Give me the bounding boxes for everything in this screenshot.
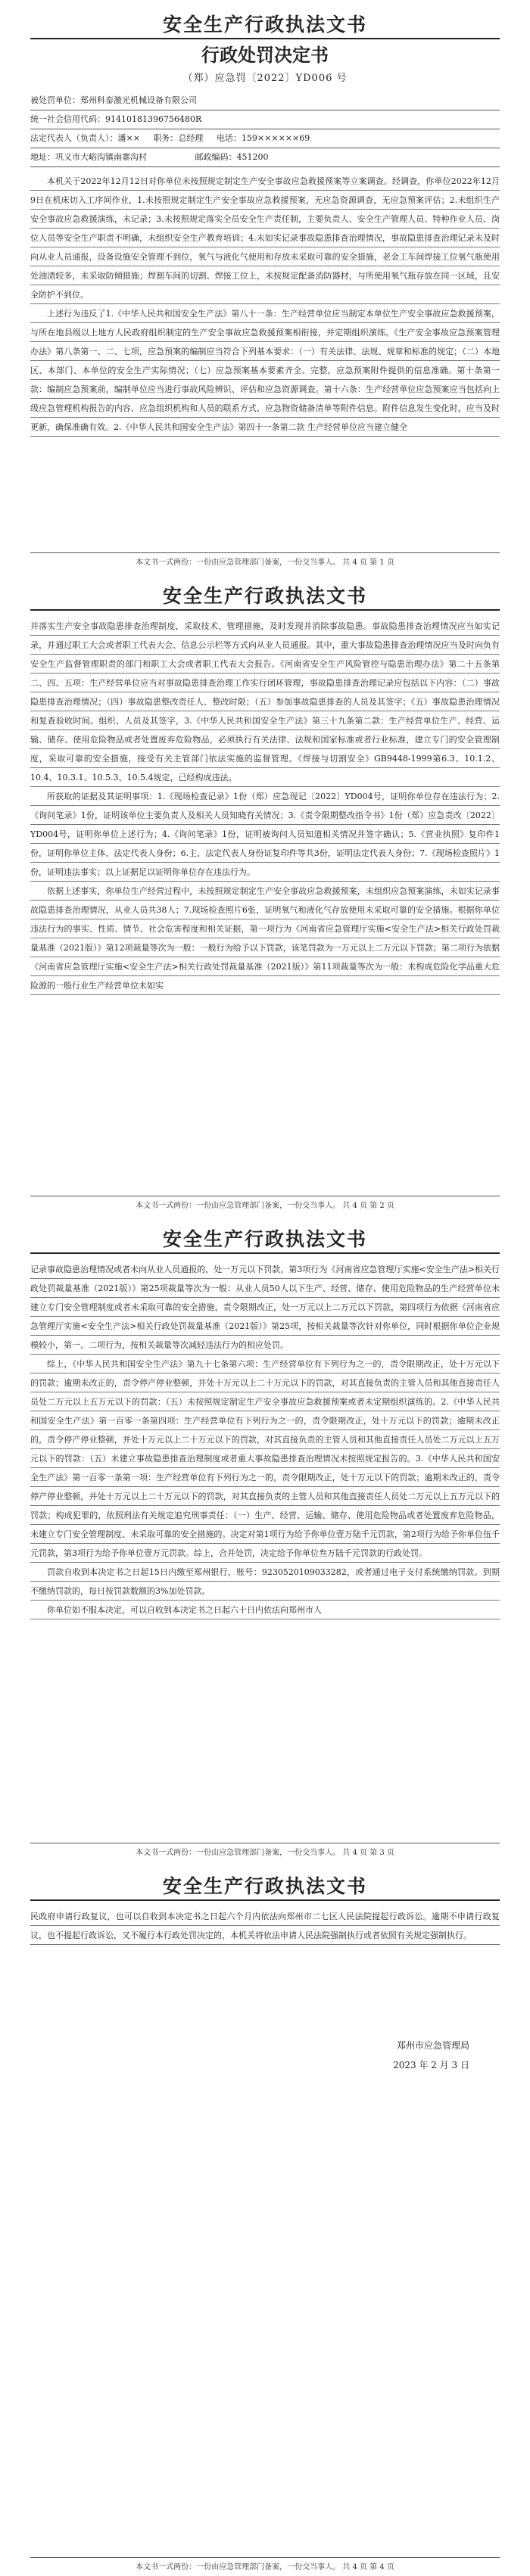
document-number: （郑）应急罚〔2022〕YD006 号 (182, 73, 348, 84)
page-footer: 本文书一式两份：一份由应急管理部门备案，一份交当事人。 共 4 页 第 1 页 (30, 552, 500, 567)
paragraph: 民政府申请行政复议，也可以自收到本决定书之日起六个月内依法向郑州市二七区人民法院提起行政诉讼。逾期不申请行政复议，也不提起行政诉讼，又不履行本行政处罚决定的，本机关将依法申请人民法院强制执行或者依照有关规定强制执行。 (30, 1907, 500, 1945)
paragraph: 上述行为违反了1.《中华人民共和国安全生产法》第八十一条：生产经营单位应当制定本单位生产安全事故应急救援预案，与所在地县级以上地方人民政府组织制定的生产安全事故应急救援预案相衔接，并定期组织演练。《生产安全事故应急预案管理办法》第八条第一、二、七项，应急预案的编制应当符合下列基本要求：（一）有关法律、法规、规章和标准的规定；（二）本地区、本部门、本单位的安全生产实际情况；（七）应急预案基本要素齐全、完整，应急预案附件提供的信息准确。第十条第一款：编制应急预案前，编制单位应当进行事故风险辨识、评估和应急资源调查。第十六条：生产经营单位应急预案应当包括向上级应急管理机构报告的内容、应急组织机构和人员的联系方式、应急物资储备清单等附件信息。附件信息发生变化时，应当及时更新，确保准确有效。2.《中华人民共和国安全生产法》第四十一条第二款 生产经营单位应当建立健全 (30, 304, 500, 437)
paragraph: 你单位如不服本决定，可以自收到本决定书之日起六十日内依法向郑州市人 (30, 1601, 500, 1619)
phone: 159××××××69 (241, 133, 310, 143)
document-gov-title: 安全生产行政执法文书 (30, 585, 500, 611)
paragraph: 综上，《中华人民共和国安全生产法》第九十七条第六项：生产经营单位有下列行为之一的，责令限期改正，处十万元以下的罚款；逾期未改正的，责令停产停业整顿，并处十万元以上二十万元以下的罚款，对其直接负责的主管人员和其他直接责任人员处二万元以上五万元以下的罚款：（五）未按照规定制定生产安全事故应急救援预案或者未定期组织演练的。2.《中华人民共和国安全生产法》第一百零一条第四项：生产经营单位有下列行为之一的，责令限期改正，处十万元以下的罚款；逾期未改正的，责令停产停业整顿，并处十万元以上二十万元以下的罚款，对其直接负责的主管人员和其他直接责任人员处二万元以上五万元以下的罚款：（五）未建立事故隐患排查治理制度或者重大事故隐患排查治理情况未按照规定报告的。3.《中华人民共和国安全生产法》第一百零一条第一项：生产经营单位有下列行为之一的，责令限期改正，处十万元以下的罚款；逾期未改正的，责令停产停业整顿，并处十万元以上二十万元以下的罚款，对其直接负责的主管人员和其他直接责任人员处二万元以上五万元以下的罚款；构成犯罪的，依照刑法有关规定追究刑事责任：（一）生产、经营、运输、储存、使用危险物品或者处置废弃危险物品，未建立专门安全管理制度、未采取可靠的安全措施的。决定对第1项行为给予你单位壹万陆千元罚款，第2项行为给予你单位伍千元罚款，第3项行为给予你单位壹万元罚款。综上，合并处罚，决定给予你单位叁万陆千元罚款的行政处罚。 (30, 1355, 500, 1563)
credit-code-label: 统一社会信用代码： (30, 114, 105, 124)
legal-rep-label: 法定代表人（负责人）： (30, 133, 118, 143)
issuing-organization: 郑州市应急管理局 (396, 2040, 469, 2051)
legal-rep-row (30, 129, 500, 148)
paragraph: 记录事故隐患治理情况或者未向从业人员通报的，处一万元以下罚款，第3项行为《河南省应急管理厅实施<安全生产法>相关行政处罚裁量基准（2021版）》第25项裁量等次为一般：从业人员50人以下生产、经营、储存、使用危险物品的生产经营单位未建立专门安全管理制度或者未采取可靠的安全措施，责令限期改正，处一万元以上二万元以下罚款，第四项行为依据《河南省应急管理厅实施<安全生产法>相关行政处罚裁量基准（2021版）》第25项，按相关裁量等次针对你单位，同时根据你单位企业规模较小，第一、二项行为，按相关裁量等次减轻违法行为的相应处罚。 (30, 1260, 500, 1355)
credit-code-row (30, 110, 500, 129)
signature-block (30, 2036, 500, 2075)
document-page-3 (30, 1215, 500, 1862)
document-page-4 (30, 1862, 500, 2576)
paragraph: 并落实生产安全事故隐患排查治理制度，采取技术、管理措施，及时发现并消除事故隐患。事故隐患排查治理情况应当如实记录，并通过职工大会或者职工代表大会、信息公示栏等方式向从业人员通报。其中，重大事故隐患排查治理情况应当及时向负有安全生产监督管理职责的部门和职工大会或者职工代表大会报告。《河南省安全生产风险管控与隐患治理办法》第二十五条第二、四、五项：生产经营单位应当对事故隐患排查治理工作实行闭环管理，事故隐患排查治理记录应包括以下内容：（二）事故隐患排查治理情况；（四）事故隐患整改责任人、整改时限；（五）参加事故隐患排查的人员及其签字；《五）事故隐患治理情况和复查验收时间。组织、人员及其签字，3.《中华人民共和国安全生产法》第三十九条第二款：生产经营单位生产、经营、运输、储存、使用危险物品或者处置废弃危险物品，必须执行有关法律、法规和国家标准或者行业标准，建立专门的安全管理制度，采取可靠的安全措施，接受有关主管部门依法实施的监督管理。《焊接与切割安全》GB9448-1999第6.3、10.1.2、10.4、10.3.1、10.5.3、10.5.4规定，已经构成违法。 (30, 617, 500, 787)
document-gov-title: 安全生产行政执法文书 (30, 1875, 500, 1901)
postcode: 451200 (236, 152, 269, 162)
phone-label: 电话： (216, 133, 242, 143)
document-title: 行政处罚决定书 (201, 45, 329, 66)
paragraph: 罚款自收到本决定书之日起15日内缴至郑州银行，账号：9230520109033282，或者通过电子支付系统缴纳罚款。到期不缴纳罚款的，每日按罚款数额的3%加处罚款。 (30, 1563, 500, 1601)
address-row (30, 148, 500, 167)
party-name: 郑州科泰激光机械设备有限公司 (80, 95, 197, 105)
address: 巩义市大峪沟镇南寨沟村 (55, 152, 147, 162)
document-page-1 (30, 0, 500, 571)
credit-code: 91410181396756480R (105, 114, 202, 124)
page-footer: 本文书一式两份：一份由应急管理部门备案，一份交当事人。 共 4 页 第 2 页 (30, 1196, 500, 1210)
document-gov-title: 安全生产行政执法文书 (30, 14, 500, 39)
paragraph: 所获取的证据及其证明事项：1.《现场检查记录》1份（郑）应急现记〔2022〕YD004号，证明你单位存在违法行为；2.《询问笔录》1份，证明该单位主要负责人及相关人员知晓有关情况；3.《责令限期整改指令书》1份（郑）应急责改〔2022〕YD004号，证明你单位上述行为；4.《询问笔录》1份，证明被询问人员知道相关情况并签字确认；5.《营业执照》复印件1份，证明你单位主体、法定代表人身份；6.主，法定代表人身份证复印件等共3份，证明法定代表人身份；7.《现场检查照片》1份，证明违法事实；以上证据足以证明你单位存在违法行为。 (30, 787, 500, 882)
document-page-2 (30, 571, 500, 1215)
paragraph: 本机关于2022年12月12日对你单位未按照规定制定生产安全事故应急救援预案等立案调查。经调查，你单位2022年12月9日在机床切入工序间作业，1.未按照规定制定生产安全事故应急救援预案，无应急资源调查，无应急预案评估；2.未组织生产安全事故应急救援演练，未记录；3.未按照规定落实全员安全生产责任制，主要负责人、安全生产管理人员、特种作业人员、岗位人员等安全生产职责不明确，未组织安全生产教育培训；4.未如实记录事故隐患排查治理情况，事故隐患排查治理记录未及时向从业人员通报，设备设施安全管理不到位，氧气与液化气使用和存放未采取可靠的安全措施，老金工车间焊接工位氧气瓶使用处油渍较多，未采取防倾措施；焊割车间的切割、焊接工位上，未按规定配备消防器材，与所使用氧气瓶存放在同一区域，且安全防护不到位。 (30, 172, 500, 304)
party-name-row (30, 92, 500, 110)
title-label: 职务： (153, 133, 179, 143)
issue-date: 2023 年 2 月 3 日 (393, 2060, 469, 2070)
page-footer: 本文书一式两份：一份由应急管理部门备案，一份交当事人。 共 4 页 第 4 页 (30, 2557, 500, 2571)
document-gov-title: 安全生产行政执法文书 (30, 1228, 500, 1254)
address-label: 地址： (30, 152, 55, 162)
postcode-label: 邮政编码： (195, 152, 237, 162)
legal-rep-title: 总经理 (178, 133, 204, 143)
paragraph: 依据上述事实，你单位生产经营过程中，未按照规定制定生产安全事故应急救援预案，未组织应急预案演练，未如实记录事故隐患排查治理情况，从业人员共38人；7.现场检查照片6张，证明氧气和液化气存放使用未采取可靠的安全措施。根据你单位违法行为的事实、性质、情节、社会危害程度和相关证据，第一项行为《河南省应急管理厅实施<安全生产法>相关行政处罚裁量基准（2021版）》第12项裁量等次为一般：一般行为给予以下罚款，该笔罚款为一万元以上二万元以下罚款；第二项行为依据《河南省应急管理厅实施<安全生产法>相关行政处罚裁量基准（2021版）》第11项裁量等次为一般：未构成危险化学品重大危险源的一般行业生产经营单位未如实 (30, 882, 500, 995)
party-name-label: 被处罚单位： (30, 95, 80, 105)
legal-rep: 潘×× (117, 133, 140, 143)
page-footer: 本文书一式两份：一份由应急管理部门备案，一份交当事人。 共 4 页 第 3 页 (30, 1843, 500, 1857)
